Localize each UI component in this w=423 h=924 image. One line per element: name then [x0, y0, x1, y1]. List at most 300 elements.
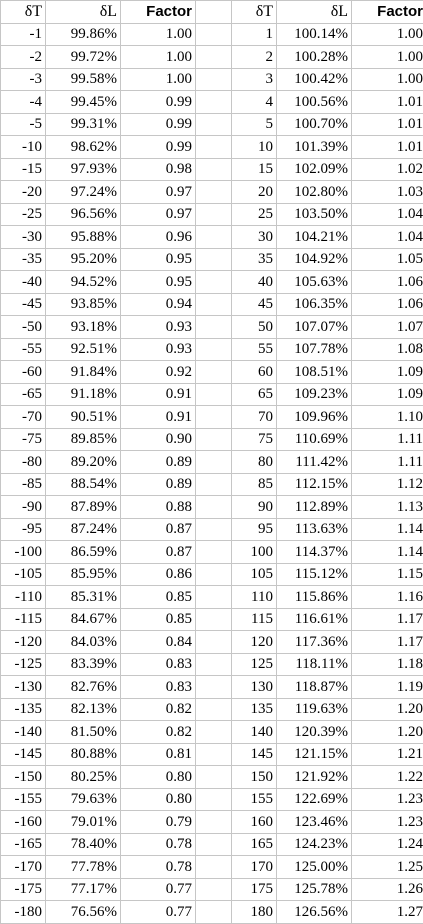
cell-left-dt[interactable]: -75: [1, 428, 46, 451]
table-row: [1, 833, 423, 856]
cell-right-dt[interactable]: 140: [232, 721, 277, 744]
cell-right-dl[interactable]: 118.87%: [277, 676, 352, 699]
cell-right-dt[interactable]: 20: [232, 181, 277, 204]
cell-right-dt[interactable]: 180: [232, 901, 277, 924]
cell-right-dl[interactable]: 100.14%: [277, 23, 352, 46]
table-row: [1, 181, 423, 204]
table-body: [1, 23, 423, 923]
cell-left-dt[interactable]: -40: [1, 271, 46, 294]
gap-cell[interactable]: [196, 203, 232, 226]
gap-cell[interactable]: [196, 496, 232, 519]
header-cell-right-dt[interactable]: δT: [232, 1, 277, 24]
cell-right-dt[interactable]: 155: [232, 788, 277, 811]
cell-left-dt[interactable]: -1: [1, 23, 46, 46]
cell-left-dt[interactable]: -155: [1, 788, 46, 811]
cell-left-dl[interactable]: 78.40%: [46, 833, 121, 856]
cell-right-factor[interactable]: 1.07: [352, 316, 423, 339]
gap-cell[interactable]: [196, 136, 232, 159]
cell-left-factor[interactable]: 1.00: [121, 23, 196, 46]
cell-left-factor[interactable]: 0.79: [121, 811, 196, 834]
gap-cell[interactable]: [196, 473, 232, 496]
cell-left-dl[interactable]: 77.17%: [46, 878, 121, 901]
cell-left-dl[interactable]: 88.54%: [46, 473, 121, 496]
cell-left-dl[interactable]: 81.50%: [46, 721, 121, 744]
cell-left-factor[interactable]: 0.91: [121, 406, 196, 429]
cell-left-dt[interactable]: -125: [1, 653, 46, 676]
cell-right-dl[interactable]: 115.86%: [277, 586, 352, 609]
gap-cell[interactable]: [196, 743, 232, 766]
cell-right-dt[interactable]: 4: [232, 91, 277, 114]
cell-right-factor[interactable]: 1.14: [352, 518, 423, 541]
gap-cell[interactable]: [196, 901, 232, 924]
cell-right-factor[interactable]: 1.24: [352, 833, 423, 856]
cell-left-factor[interactable]: 0.90: [121, 428, 196, 451]
cell-right-dt[interactable]: 170: [232, 856, 277, 879]
cell-right-factor[interactable]: 1.00: [352, 68, 423, 91]
cell-right-dl[interactable]: 121.15%: [277, 743, 352, 766]
cell-right-dl[interactable]: 102.80%: [277, 181, 352, 204]
table-row: [1, 676, 423, 699]
cell-left-dt[interactable]: -180: [1, 901, 46, 924]
cell-right-factor[interactable]: 1.15: [352, 563, 423, 586]
cell-left-factor[interactable]: 0.86: [121, 563, 196, 586]
cell-left-dt[interactable]: -140: [1, 721, 46, 744]
cell-right-factor[interactable]: 1.27: [352, 901, 423, 924]
gap-cell[interactable]: [196, 91, 232, 114]
cell-left-dt[interactable]: -170: [1, 856, 46, 879]
cell-right-factor[interactable]: 1.25: [352, 856, 423, 879]
cell-right-factor[interactable]: 1.08: [352, 338, 423, 361]
cell-left-factor[interactable]: 0.84: [121, 631, 196, 654]
cell-right-factor[interactable]: 1.11: [352, 451, 423, 474]
cell-right-dt[interactable]: 50: [232, 316, 277, 339]
cell-left-factor[interactable]: 0.77: [121, 901, 196, 924]
cell-right-factor[interactable]: 1.22: [352, 766, 423, 789]
cell-right-dl[interactable]: 106.35%: [277, 293, 352, 316]
cell-left-dt[interactable]: -105: [1, 563, 46, 586]
cell-right-factor[interactable]: 1.03: [352, 181, 423, 204]
cell-left-factor[interactable]: 0.85: [121, 608, 196, 631]
cell-left-dl[interactable]: 94.52%: [46, 271, 121, 294]
cell-right-dt[interactable]: 130: [232, 676, 277, 699]
cell-left-dt[interactable]: -120: [1, 631, 46, 654]
cell-right-factor[interactable]: 1.23: [352, 788, 423, 811]
cell-left-factor[interactable]: 0.78: [121, 856, 196, 879]
cell-left-factor[interactable]: 0.83: [121, 653, 196, 676]
cell-right-dl[interactable]: 110.69%: [277, 428, 352, 451]
cell-left-dt[interactable]: -95: [1, 518, 46, 541]
cell-left-dt[interactable]: -145: [1, 743, 46, 766]
cell-left-dl[interactable]: 97.93%: [46, 158, 121, 181]
cell-left-dl[interactable]: 89.20%: [46, 451, 121, 474]
cell-right-dl[interactable]: 104.21%: [277, 226, 352, 249]
gap-cell[interactable]: [196, 248, 232, 271]
cell-right-factor[interactable]: 1.02: [352, 158, 423, 181]
gap-cell[interactable]: [196, 383, 232, 406]
cell-left-dt[interactable]: -3: [1, 68, 46, 91]
cell-left-factor[interactable]: 0.97: [121, 181, 196, 204]
cell-left-factor[interactable]: 0.98: [121, 158, 196, 181]
cell-right-factor[interactable]: 1.17: [352, 608, 423, 631]
table-row: [1, 901, 423, 924]
cell-left-dl[interactable]: 76.56%: [46, 901, 121, 924]
cell-left-dt[interactable]: -65: [1, 383, 46, 406]
gap-cell[interactable]: [196, 428, 232, 451]
cell-left-dl[interactable]: 87.89%: [46, 496, 121, 519]
cell-right-factor[interactable]: 1.05: [352, 248, 423, 271]
cell-left-dl[interactable]: 85.95%: [46, 563, 121, 586]
cell-left-dt[interactable]: -4: [1, 91, 46, 114]
cell-right-dt[interactable]: 125: [232, 653, 277, 676]
cell-right-factor[interactable]: 1.01: [352, 136, 423, 159]
cell-left-dt[interactable]: -90: [1, 496, 46, 519]
cell-left-dt[interactable]: -50: [1, 316, 46, 339]
cell-left-dl[interactable]: 84.03%: [46, 631, 121, 654]
cell-right-dt[interactable]: 120: [232, 631, 277, 654]
cell-right-dt[interactable]: 135: [232, 698, 277, 721]
cell-right-dl[interactable]: 103.50%: [277, 203, 352, 226]
cell-right-dl[interactable]: 105.63%: [277, 271, 352, 294]
cell-left-dl[interactable]: 93.18%: [46, 316, 121, 339]
cell-left-factor[interactable]: 0.85: [121, 586, 196, 609]
cell-right-factor[interactable]: 1.14: [352, 541, 423, 564]
cell-right-dt[interactable]: 10: [232, 136, 277, 159]
cell-right-dl[interactable]: 116.61%: [277, 608, 352, 631]
cell-right-factor[interactable]: 1.09: [352, 383, 423, 406]
cell-right-dl[interactable]: 111.42%: [277, 451, 352, 474]
cell-left-dl[interactable]: 89.85%: [46, 428, 121, 451]
table-row: [1, 406, 423, 429]
cell-right-factor[interactable]: 1.26: [352, 878, 423, 901]
cell-right-factor[interactable]: 1.01: [352, 113, 423, 136]
cell-right-dt[interactable]: 145: [232, 743, 277, 766]
gap-cell[interactable]: [196, 586, 232, 609]
gap-cell[interactable]: [196, 721, 232, 744]
cell-right-factor[interactable]: 1.00: [352, 46, 423, 69]
cell-right-factor[interactable]: 1.06: [352, 271, 423, 294]
cell-right-dl[interactable]: 112.89%: [277, 496, 352, 519]
cell-right-dt[interactable]: 165: [232, 833, 277, 856]
gap-cell[interactable]: [196, 518, 232, 541]
cell-left-dt[interactable]: -175: [1, 878, 46, 901]
cell-left-dt[interactable]: -55: [1, 338, 46, 361]
cell-left-dt[interactable]: -160: [1, 811, 46, 834]
cell-left-dt[interactable]: -20: [1, 181, 46, 204]
cell-left-dt[interactable]: -100: [1, 541, 46, 564]
cell-left-dt[interactable]: -85: [1, 473, 46, 496]
cell-right-dt[interactable]: 115: [232, 608, 277, 631]
cell-left-dl[interactable]: 99.58%: [46, 68, 121, 91]
cell-right-factor[interactable]: 1.09: [352, 361, 423, 384]
cell-left-dl[interactable]: 86.59%: [46, 541, 121, 564]
gap-cell[interactable]: [196, 293, 232, 316]
cell-left-dl[interactable]: 92.51%: [46, 338, 121, 361]
gap-cell[interactable]: [196, 1, 232, 24]
cell-left-factor[interactable]: 0.96: [121, 226, 196, 249]
cell-left-dl[interactable]: 80.25%: [46, 766, 121, 789]
cell-right-factor[interactable]: 1.06: [352, 293, 423, 316]
cell-left-factor[interactable]: 0.87: [121, 518, 196, 541]
cell-left-dl[interactable]: 91.18%: [46, 383, 121, 406]
gap-cell[interactable]: [196, 338, 232, 361]
cell-right-factor[interactable]: 1.01: [352, 91, 423, 114]
cell-left-dt[interactable]: -135: [1, 698, 46, 721]
cell-left-dl[interactable]: 84.67%: [46, 608, 121, 631]
cell-left-factor[interactable]: 0.80: [121, 788, 196, 811]
cell-left-dl[interactable]: 99.31%: [46, 113, 121, 136]
cell-right-dt[interactable]: 60: [232, 361, 277, 384]
gap-cell[interactable]: [196, 68, 232, 91]
cell-left-dl[interactable]: 95.20%: [46, 248, 121, 271]
cell-right-dl[interactable]: 108.51%: [277, 361, 352, 384]
header-cell-left-factor[interactable]: Factor: [121, 1, 196, 24]
cell-right-dt[interactable]: 25: [232, 203, 277, 226]
cell-right-dt[interactable]: 55: [232, 338, 277, 361]
cell-right-dt[interactable]: 70: [232, 406, 277, 429]
cell-right-factor[interactable]: 1.04: [352, 203, 423, 226]
cell-left-dl[interactable]: 99.45%: [46, 91, 121, 114]
table-row: [1, 271, 423, 294]
gap-cell[interactable]: [196, 361, 232, 384]
cell-right-dl[interactable]: 112.15%: [277, 473, 352, 496]
cell-right-dl[interactable]: 117.36%: [277, 631, 352, 654]
table-row: [1, 226, 423, 249]
cell-left-factor[interactable]: 0.87: [121, 541, 196, 564]
gap-cell[interactable]: [196, 23, 232, 46]
cell-left-dl[interactable]: 80.88%: [46, 743, 121, 766]
cell-right-dl[interactable]: 100.28%: [277, 46, 352, 69]
cell-right-factor[interactable]: 1.20: [352, 721, 423, 744]
cell-left-dt[interactable]: -30: [1, 226, 46, 249]
cell-right-factor[interactable]: 1.13: [352, 496, 423, 519]
cell-right-factor[interactable]: 1.23: [352, 811, 423, 834]
cell-right-dl[interactable]: 121.92%: [277, 766, 352, 789]
cell-right-dl[interactable]: 107.07%: [277, 316, 352, 339]
gap-cell[interactable]: [196, 788, 232, 811]
cell-left-dl[interactable]: 93.85%: [46, 293, 121, 316]
cell-right-dl[interactable]: 109.96%: [277, 406, 352, 429]
gap-cell[interactable]: [196, 563, 232, 586]
cell-right-dl[interactable]: 122.69%: [277, 788, 352, 811]
cell-right-factor[interactable]: 1.00: [352, 23, 423, 46]
cell-left-dt[interactable]: -35: [1, 248, 46, 271]
cell-left-dl[interactable]: 98.62%: [46, 136, 121, 159]
gap-cell[interactable]: [196, 811, 232, 834]
cell-right-factor[interactable]: 1.04: [352, 226, 423, 249]
cell-left-dl[interactable]: 79.01%: [46, 811, 121, 834]
header-cell-right-dl[interactable]: δL: [277, 1, 352, 24]
cell-left-factor[interactable]: 0.94: [121, 293, 196, 316]
table-row: [1, 788, 423, 811]
cell-right-dl[interactable]: 119.63%: [277, 698, 352, 721]
gap-cell[interactable]: [196, 856, 232, 879]
gap-cell[interactable]: [196, 766, 232, 789]
cell-left-factor[interactable]: 0.81: [121, 743, 196, 766]
cell-right-dl[interactable]: 109.23%: [277, 383, 352, 406]
gap-cell[interactable]: [196, 451, 232, 474]
cell-right-factor[interactable]: 1.10: [352, 406, 423, 429]
cell-left-dt[interactable]: -130: [1, 676, 46, 699]
cell-left-dl[interactable]: 87.24%: [46, 518, 121, 541]
cell-left-dl[interactable]: 77.78%: [46, 856, 121, 879]
cell-left-factor[interactable]: 0.91: [121, 383, 196, 406]
cell-right-dl[interactable]: 123.46%: [277, 811, 352, 834]
cell-right-dl[interactable]: 100.56%: [277, 91, 352, 114]
cell-left-factor[interactable]: 0.89: [121, 451, 196, 474]
cell-right-dt[interactable]: 2: [232, 46, 277, 69]
cell-left-dl[interactable]: 82.13%: [46, 698, 121, 721]
cell-left-factor[interactable]: 0.99: [121, 136, 196, 159]
cell-left-dt[interactable]: -165: [1, 833, 46, 856]
cell-right-dt[interactable]: 160: [232, 811, 277, 834]
table-row: [1, 136, 423, 159]
table-row: [1, 496, 423, 519]
cell-right-dt[interactable]: 105: [232, 563, 277, 586]
cell-left-factor[interactable]: 0.82: [121, 698, 196, 721]
cell-right-dl[interactable]: 100.42%: [277, 68, 352, 91]
cell-right-dt[interactable]: 80: [232, 451, 277, 474]
cell-right-factor[interactable]: 1.19: [352, 676, 423, 699]
cell-left-dl[interactable]: 99.86%: [46, 23, 121, 46]
gap-cell[interactable]: [196, 653, 232, 676]
cell-right-dt[interactable]: 30: [232, 226, 277, 249]
cell-right-dl[interactable]: 100.70%: [277, 113, 352, 136]
gap-cell[interactable]: [196, 833, 232, 856]
cell-left-factor[interactable]: 0.82: [121, 721, 196, 744]
gap-cell[interactable]: [196, 271, 232, 294]
cell-left-factor[interactable]: 0.80: [121, 766, 196, 789]
cell-left-dt[interactable]: -45: [1, 293, 46, 316]
cell-right-dt[interactable]: 35: [232, 248, 277, 271]
cell-left-dt[interactable]: -60: [1, 361, 46, 384]
cell-right-dl[interactable]: 118.11%: [277, 653, 352, 676]
cell-right-dl[interactable]: 124.23%: [277, 833, 352, 856]
cell-right-dl[interactable]: 114.37%: [277, 541, 352, 564]
cell-left-dl[interactable]: 79.63%: [46, 788, 121, 811]
cell-left-dt[interactable]: -10: [1, 136, 46, 159]
cell-right-dt[interactable]: 5: [232, 113, 277, 136]
cell-left-dl[interactable]: 99.72%: [46, 46, 121, 69]
cell-left-dt[interactable]: -15: [1, 158, 46, 181]
gap-cell[interactable]: [196, 698, 232, 721]
cell-left-factor[interactable]: 0.95: [121, 271, 196, 294]
cell-left-factor[interactable]: 0.92: [121, 361, 196, 384]
cell-left-dl[interactable]: 90.51%: [46, 406, 121, 429]
cell-right-dl[interactable]: 120.39%: [277, 721, 352, 744]
gap-cell[interactable]: [196, 608, 232, 631]
cell-right-factor[interactable]: 1.12: [352, 473, 423, 496]
cell-right-factor[interactable]: 1.16: [352, 586, 423, 609]
cell-right-dt[interactable]: 175: [232, 878, 277, 901]
table-row: [1, 518, 423, 541]
cell-right-dl[interactable]: 101.39%: [277, 136, 352, 159]
cell-right-dl[interactable]: 125.00%: [277, 856, 352, 879]
cell-right-factor[interactable]: 1.17: [352, 631, 423, 654]
cell-left-dt[interactable]: -2: [1, 46, 46, 69]
cell-left-factor[interactable]: 0.97: [121, 203, 196, 226]
cell-right-dl[interactable]: 125.78%: [277, 878, 352, 901]
cell-left-factor[interactable]: 0.77: [121, 878, 196, 901]
gap-cell[interactable]: [196, 226, 232, 249]
cell-right-dt[interactable]: 95: [232, 518, 277, 541]
cell-right-dt[interactable]: 90: [232, 496, 277, 519]
cell-left-dl[interactable]: 82.76%: [46, 676, 121, 699]
cell-left-factor[interactable]: 0.99: [121, 113, 196, 136]
cell-left-factor[interactable]: 0.83: [121, 676, 196, 699]
gap-cell[interactable]: [196, 878, 232, 901]
cell-left-factor[interactable]: 0.95: [121, 248, 196, 271]
cell-left-dt[interactable]: -5: [1, 113, 46, 136]
cell-right-factor[interactable]: 1.20: [352, 698, 423, 721]
cell-right-dl[interactable]: 115.12%: [277, 563, 352, 586]
cell-right-factor[interactable]: 1.11: [352, 428, 423, 451]
gap-cell[interactable]: [196, 406, 232, 429]
cell-right-dt[interactable]: 3: [232, 68, 277, 91]
gap-cell[interactable]: [196, 46, 232, 69]
cell-left-dt[interactable]: -80: [1, 451, 46, 474]
cell-right-factor[interactable]: 1.18: [352, 653, 423, 676]
cell-right-dt[interactable]: 15: [232, 158, 277, 181]
cell-left-factor[interactable]: 0.99: [121, 91, 196, 114]
cell-right-dl[interactable]: 102.09%: [277, 158, 352, 181]
cell-right-dl[interactable]: 107.78%: [277, 338, 352, 361]
header-cell-right-factor[interactable]: Factor: [352, 1, 423, 24]
cell-left-factor[interactable]: 0.93: [121, 338, 196, 361]
cell-left-dl[interactable]: 96.56%: [46, 203, 121, 226]
cell-left-factor[interactable]: 1.00: [121, 46, 196, 69]
cell-right-dl[interactable]: 126.56%: [277, 901, 352, 924]
cell-right-dt[interactable]: 45: [232, 293, 277, 316]
cell-right-dl[interactable]: 104.92%: [277, 248, 352, 271]
cell-right-dt[interactable]: 150: [232, 766, 277, 789]
cell-right-dt[interactable]: 1: [232, 23, 277, 46]
cell-left-factor[interactable]: 0.78: [121, 833, 196, 856]
cell-left-dt[interactable]: -70: [1, 406, 46, 429]
gap-cell[interactable]: [196, 113, 232, 136]
cell-left-dt[interactable]: -115: [1, 608, 46, 631]
cell-left-dl[interactable]: 97.24%: [46, 181, 121, 204]
cell-left-dt[interactable]: -110: [1, 586, 46, 609]
cell-right-dt[interactable]: 100: [232, 541, 277, 564]
gap-cell[interactable]: [196, 541, 232, 564]
gap-cell[interactable]: [196, 676, 232, 699]
cell-left-dl[interactable]: 91.84%: [46, 361, 121, 384]
cell-left-factor[interactable]: 0.89: [121, 473, 196, 496]
cell-right-dt[interactable]: 110: [232, 586, 277, 609]
cell-right-dt[interactable]: 85: [232, 473, 277, 496]
cell-left-dt[interactable]: -150: [1, 766, 46, 789]
header-cell-left-dl[interactable]: δL: [46, 1, 121, 24]
cell-right-dt[interactable]: 75: [232, 428, 277, 451]
gap-cell[interactable]: [196, 181, 232, 204]
cell-left-dt[interactable]: -25: [1, 203, 46, 226]
cell-right-dt[interactable]: 65: [232, 383, 277, 406]
cell-left-factor[interactable]: 1.00: [121, 68, 196, 91]
cell-left-dl[interactable]: 83.39%: [46, 653, 121, 676]
gap-cell[interactable]: [196, 631, 232, 654]
cell-right-dl[interactable]: 113.63%: [277, 518, 352, 541]
cell-left-dl[interactable]: 85.31%: [46, 586, 121, 609]
gap-cell[interactable]: [196, 316, 232, 339]
cell-left-factor[interactable]: 0.88: [121, 496, 196, 519]
cell-left-factor[interactable]: 0.93: [121, 316, 196, 339]
header-cell-left-dt[interactable]: δT: [1, 1, 46, 24]
cell-right-dt[interactable]: 40: [232, 271, 277, 294]
gap-cell[interactable]: [196, 158, 232, 181]
table-row: [1, 23, 423, 46]
cell-left-dl[interactable]: 95.88%: [46, 226, 121, 249]
cell-right-factor[interactable]: 1.21: [352, 743, 423, 766]
